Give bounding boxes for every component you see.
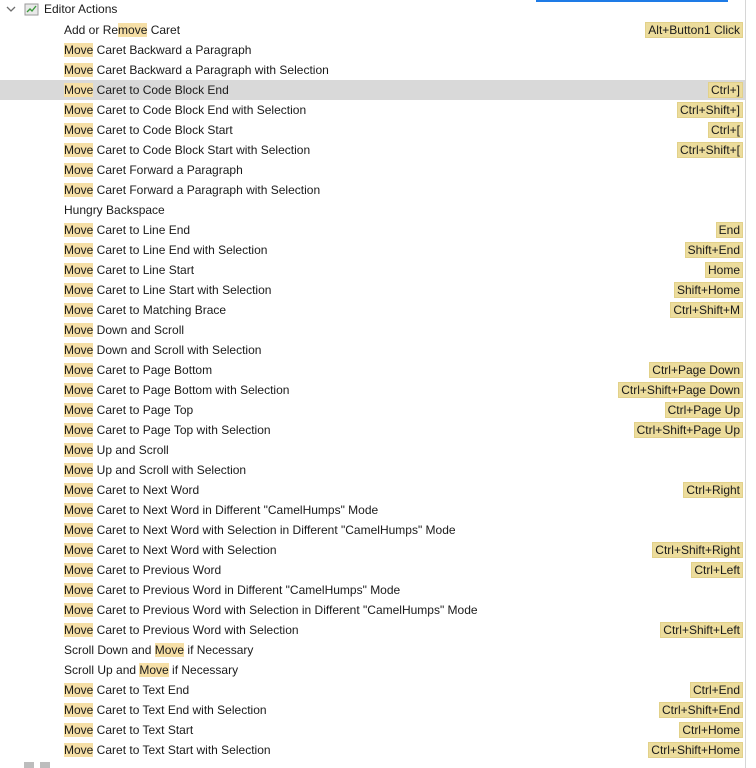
action-row[interactable] xyxy=(0,300,746,320)
search-match-highlight: Move xyxy=(64,323,94,337)
shortcut-badge: Ctrl+Shift+[ xyxy=(677,142,743,158)
action-row[interactable] xyxy=(0,100,746,120)
action-label xyxy=(64,602,478,618)
search-match-highlight: Move xyxy=(64,523,94,537)
shortcut-badge: Ctrl+[ xyxy=(708,122,743,138)
shortcut-badge: Ctrl+Shift+End xyxy=(659,702,743,718)
search-match-highlight: Move xyxy=(64,403,94,417)
action-label-text: Caret to Text Start xyxy=(93,723,194,737)
action-row[interactable] xyxy=(0,60,746,80)
action-row[interactable] xyxy=(0,40,746,60)
action-label xyxy=(64,202,165,218)
shortcut-badge: Ctrl+Page Up xyxy=(665,402,743,418)
search-match-highlight: Move xyxy=(64,223,94,237)
action-label xyxy=(64,702,267,718)
search-match-highlight: Move xyxy=(139,663,169,677)
search-match-highlight: Move xyxy=(64,163,94,177)
action-label xyxy=(64,642,253,658)
action-row[interactable] xyxy=(0,460,746,480)
search-match-highlight: Move xyxy=(64,423,94,437)
action-label xyxy=(64,242,267,258)
action-label xyxy=(64,622,299,638)
shortcut-badge: Ctrl+Shift+Left xyxy=(660,622,743,638)
shortcut-badge: Ctrl+Shift+] xyxy=(677,102,743,118)
shortcut-badge: Alt+Button1 Click xyxy=(645,22,743,38)
shortcut-badge: Ctrl+Shift+M xyxy=(670,302,743,318)
scroll-edge xyxy=(745,0,756,768)
action-row[interactable] xyxy=(0,700,746,720)
search-match-highlight: Move xyxy=(64,383,94,397)
action-label-text: Down and Scroll xyxy=(93,323,185,337)
action-label xyxy=(64,542,277,558)
action-row[interactable] xyxy=(0,320,746,340)
action-row[interactable] xyxy=(0,640,746,660)
search-match-highlight: Move xyxy=(64,743,94,757)
action-row[interactable] xyxy=(0,720,746,740)
action-label xyxy=(64,42,251,58)
action-row[interactable] xyxy=(0,280,746,300)
action-row[interactable] xyxy=(0,620,746,640)
action-label-text: Scroll Down and xyxy=(64,643,155,657)
shortcut-badge: Shift+End xyxy=(685,242,743,258)
search-match-highlight: Move xyxy=(64,43,94,57)
shortcut-badge: End xyxy=(716,222,743,238)
action-label-text: Add or Re xyxy=(64,23,119,37)
shortcut-badge: Ctrl+Shift+Home xyxy=(648,742,743,758)
shortcut-badge: Ctrl+] xyxy=(708,82,743,98)
action-label-text: Hungry Backspace xyxy=(64,203,165,217)
action-label xyxy=(64,482,199,498)
action-label-text: Caret xyxy=(147,23,181,37)
search-match-highlight: Move xyxy=(64,243,94,257)
action-label-text: Caret to Previous Word in Different "CamelHumps" Mode xyxy=(93,583,401,597)
action-label-text: Caret to Next Word xyxy=(93,483,200,497)
shortcut-badge: Ctrl+Shift+Right xyxy=(652,542,743,558)
action-label xyxy=(64,182,320,198)
action-label xyxy=(64,262,194,278)
action-label-text: Caret to Previous Word with Selection xyxy=(93,623,299,637)
action-label-text: Caret to Matching Brace xyxy=(93,303,227,317)
search-match-highlight: Move xyxy=(64,463,94,477)
action-label xyxy=(64,122,233,138)
action-label-text: Caret to Code Block Start with Selection xyxy=(93,143,311,157)
chevron-down-icon[interactable] xyxy=(2,0,20,18)
action-label xyxy=(64,222,190,238)
action-label-text: Scroll Up and xyxy=(64,663,140,677)
shortcut-badge: Ctrl+End xyxy=(690,682,743,698)
action-label-text: Caret to Code Block Start xyxy=(93,123,233,137)
action-label-text: Caret to Code Block End with Selection xyxy=(93,103,307,117)
action-row[interactable] xyxy=(0,80,746,100)
action-row[interactable] xyxy=(0,420,746,440)
action-row[interactable] xyxy=(0,440,746,460)
action-row[interactable] xyxy=(0,140,746,160)
action-label xyxy=(64,22,180,38)
search-match-highlight: Move xyxy=(64,263,94,277)
shortcut-badge: Ctrl+Right xyxy=(683,482,743,498)
action-label-text: Caret to Page Bottom with Selection xyxy=(93,383,290,397)
action-label-text: Caret to Line End xyxy=(93,223,191,237)
action-label-text: Caret Forward a Paragraph xyxy=(93,163,243,177)
search-match-highlight: Move xyxy=(64,703,94,717)
action-label-text: Caret Backward a Paragraph with Selection xyxy=(93,63,329,77)
action-label xyxy=(64,82,229,98)
shortcut-badge: Shift+Home xyxy=(674,282,743,298)
folder-icon xyxy=(24,2,40,16)
search-match-highlight: Move xyxy=(64,63,94,77)
action-label-text: Down and Scroll with Selection xyxy=(93,343,262,357)
group-row-editor-actions[interactable] xyxy=(0,0,746,18)
action-label xyxy=(64,462,246,478)
action-label-text: Caret to Page Top with Selection xyxy=(93,423,271,437)
action-label xyxy=(64,142,310,158)
search-match-highlight: Move xyxy=(64,623,94,637)
action-label-text: Caret to Previous Word xyxy=(93,563,222,577)
action-row[interactable] xyxy=(0,580,746,600)
action-label-text: Up and Scroll xyxy=(93,443,169,457)
action-label xyxy=(64,502,378,518)
action-label-text: Caret to Next Word with Selection in Different "CamelHumps" Mode xyxy=(93,523,456,537)
shortcut-badge: Ctrl+Left xyxy=(691,562,743,578)
action-row[interactable] xyxy=(0,380,746,400)
action-row[interactable] xyxy=(0,540,746,560)
group-label: Editor Actions xyxy=(44,2,118,16)
action-row[interactable] xyxy=(0,680,746,700)
action-row[interactable] xyxy=(0,240,746,260)
action-label xyxy=(64,62,329,78)
search-match-highlight: Move xyxy=(64,543,94,557)
action-label xyxy=(64,382,289,398)
action-label xyxy=(64,362,212,378)
search-match-highlight: Move xyxy=(64,483,94,497)
action-label xyxy=(64,522,456,538)
search-match-highlight: Move xyxy=(64,603,94,617)
search-match-highlight: Move xyxy=(64,183,94,197)
action-label-text: Caret to Next Word with Selection xyxy=(93,543,277,557)
action-row[interactable] xyxy=(0,220,746,240)
search-match-highlight: Move xyxy=(64,363,94,377)
search-match-highlight: Move xyxy=(64,103,94,117)
action-row[interactable] xyxy=(0,480,746,500)
action-label-text: Up and Scroll with Selection xyxy=(93,463,247,477)
search-match-highlight: Move xyxy=(64,303,94,317)
shortcut-badge: Ctrl+Shift+Page Up xyxy=(634,422,743,438)
action-label xyxy=(64,722,193,738)
action-row[interactable] xyxy=(0,520,746,540)
shortcut-badge: Ctrl+Shift+Page Down xyxy=(618,382,743,398)
action-row[interactable] xyxy=(0,560,746,580)
action-row[interactable] xyxy=(0,360,746,380)
action-label xyxy=(64,422,271,438)
shortcut-badge: Ctrl+Page Down xyxy=(649,362,743,378)
action-label-text: if Necessary xyxy=(184,643,254,657)
action-label xyxy=(64,102,306,118)
action-label xyxy=(64,582,400,598)
action-label xyxy=(64,562,221,578)
action-row[interactable] xyxy=(0,400,746,420)
search-match-highlight: Move xyxy=(64,143,94,157)
search-match-highlight: move xyxy=(118,23,148,37)
search-match-highlight: Move xyxy=(64,723,94,737)
search-match-highlight: Move xyxy=(154,643,185,657)
action-label-text: Caret to Page Top xyxy=(93,403,194,417)
action-row[interactable] xyxy=(0,600,746,620)
shortcut-badge: Ctrl+Home xyxy=(679,722,743,738)
action-label-text: Caret to Text Start with Selection xyxy=(93,743,271,757)
action-label xyxy=(64,742,271,758)
action-row[interactable] xyxy=(0,180,746,200)
search-match-highlight: Move xyxy=(64,443,94,457)
action-label-text: Caret Forward a Paragraph with Selection xyxy=(93,183,321,197)
action-label-text: Caret to Next Word in Different "CamelHumps" Mode xyxy=(93,503,379,517)
action-label-text: Caret to Previous Word with Selection in Different "CamelHumps" Mode xyxy=(93,603,478,617)
action-row[interactable] xyxy=(0,200,746,220)
action-label xyxy=(64,342,261,358)
search-match-highlight: Move xyxy=(64,83,94,97)
action-label xyxy=(64,442,169,458)
action-label-text: Caret to Line Start with Selection xyxy=(93,283,272,297)
action-label-text: Caret to Text End with Selection xyxy=(93,703,267,717)
action-label-text: Caret to Text End xyxy=(93,683,190,697)
search-match-highlight: Move xyxy=(64,343,94,357)
action-label-text: if Necessary xyxy=(168,663,239,677)
action-row[interactable] xyxy=(0,500,746,520)
action-row[interactable] xyxy=(0,160,746,180)
action-label xyxy=(64,282,271,298)
next-group-stub xyxy=(24,762,84,768)
search-match-highlight: Move xyxy=(64,503,94,517)
shortcut-badge: Home xyxy=(705,262,743,278)
search-match-highlight: Move xyxy=(64,583,94,597)
action-label-text: Caret to Page Bottom xyxy=(93,363,213,377)
action-list xyxy=(0,20,746,760)
action-label xyxy=(64,322,184,338)
action-label xyxy=(64,302,226,318)
action-label-text: Caret Backward a Paragraph xyxy=(93,43,252,57)
action-row[interactable] xyxy=(0,120,746,140)
action-label xyxy=(64,662,238,678)
action-row[interactable] xyxy=(0,340,746,360)
action-row[interactable] xyxy=(0,260,746,280)
action-label-text: Caret to Code Block End xyxy=(93,83,229,97)
action-row[interactable] xyxy=(0,740,746,760)
search-match-highlight: Move xyxy=(64,123,94,137)
action-row[interactable] xyxy=(0,20,746,40)
action-label xyxy=(64,162,243,178)
search-match-highlight: Move xyxy=(64,283,94,297)
search-match-highlight: Move xyxy=(64,683,94,697)
action-row[interactable] xyxy=(0,660,746,680)
action-label-text: Caret to Line Start xyxy=(93,263,195,277)
search-match-highlight: Move xyxy=(64,563,94,577)
action-label xyxy=(64,682,189,698)
action-label-text: Caret to Line End with Selection xyxy=(93,243,268,257)
action-label xyxy=(64,402,193,418)
